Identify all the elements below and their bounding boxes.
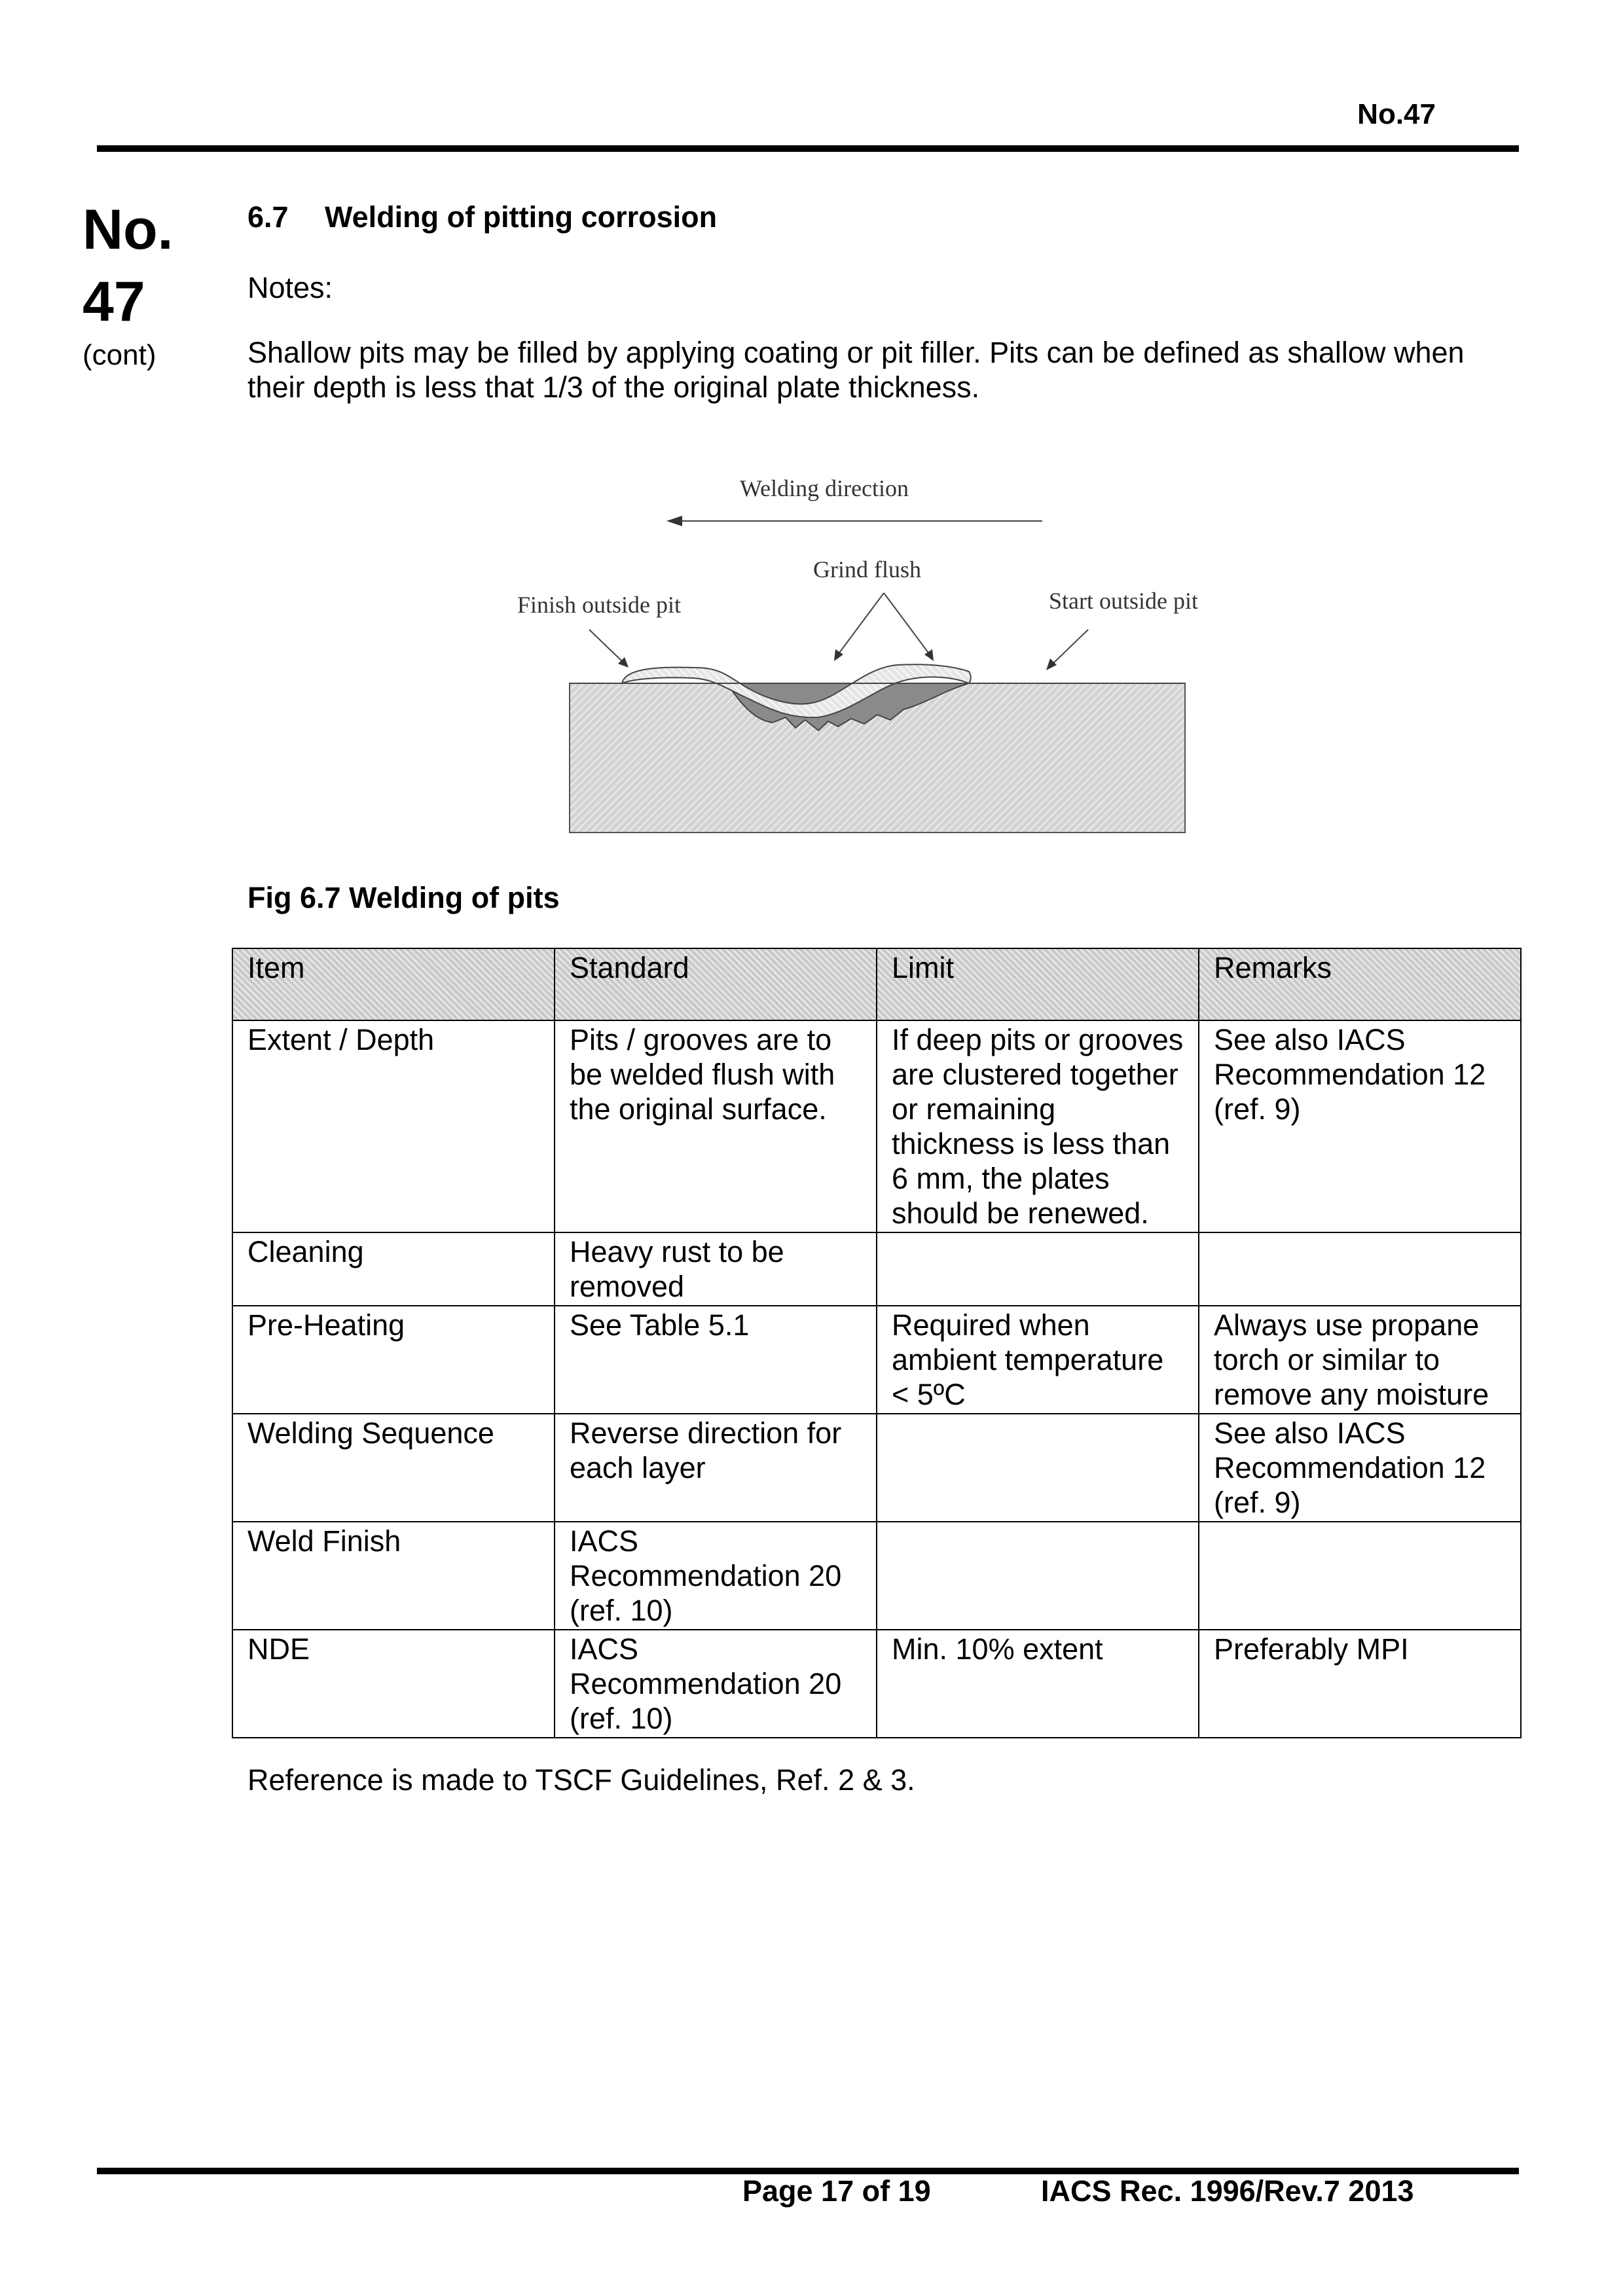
- section-title: Welding of pitting corrosion: [325, 200, 718, 234]
- reference-note: Reference is made to TSCF Guidelines, Ref. 2 & 3.: [247, 1763, 915, 1797]
- section-heading: [247, 200, 717, 234]
- cell-standard: Reverse direction for each layer: [555, 1414, 877, 1522]
- grind-flush-arrow-left: [838, 593, 884, 655]
- cell-remarks: Preferably MPI: [1199, 1630, 1521, 1738]
- cell-item: Extent / Depth: [232, 1020, 555, 1232]
- cell-item: Weld Finish: [232, 1522, 555, 1630]
- section-number: 6.7: [247, 200, 289, 234]
- cell-standard: Heavy rust to be removed: [555, 1232, 877, 1306]
- footer-rule: [97, 2168, 1519, 2174]
- grind-flush-arrow-right: [884, 593, 930, 655]
- label-finish-outside-pit: Finish outside pit: [517, 592, 682, 618]
- cell-limit: Min. 10% extent: [877, 1630, 1199, 1738]
- table-row: [232, 1232, 1521, 1306]
- figure-caption: Fig 6.7 Welding of pits: [247, 881, 560, 914]
- column-header-remarks: Remarks: [1199, 948, 1521, 1020]
- cell-limit: [877, 1522, 1199, 1630]
- table-row: [232, 1414, 1521, 1522]
- table-row: [232, 1630, 1521, 1738]
- finish-outside-pit-arrow: [589, 630, 623, 662]
- side-label-no: No.: [82, 198, 173, 261]
- cell-remarks: See also IACS Recommendation 12 (ref. 9): [1199, 1020, 1521, 1232]
- cell-limit: If deep pits or grooves are clustered together or remaining thickness is less than 6 mm, the plates should be renewed.: [877, 1020, 1199, 1232]
- cell-standard: IACS Recommendation 20 (ref. 10): [555, 1522, 877, 1630]
- notes-label: Notes:: [247, 271, 333, 304]
- label-start-outside-pit: Start outside pit: [1049, 588, 1198, 614]
- cell-limit: Required when ambient temperature < 5ºC: [877, 1306, 1199, 1414]
- cell-limit: [877, 1232, 1199, 1306]
- cell-item: Cleaning: [232, 1232, 555, 1306]
- welding-spec-table: [232, 948, 1522, 1738]
- side-label-cont: (cont): [82, 339, 156, 371]
- cell-remarks: [1199, 1522, 1521, 1630]
- header-rule: [97, 145, 1519, 152]
- document-number: No.47: [1357, 98, 1436, 130]
- cell-standard: See Table 5.1: [555, 1306, 877, 1414]
- side-label-number: 47: [82, 270, 145, 333]
- cell-item: NDE: [232, 1630, 555, 1738]
- cell-remarks: See also IACS Recommendation 12 (ref. 9): [1199, 1414, 1521, 1522]
- start-outside-pit-arrow: [1051, 630, 1088, 665]
- cell-remarks: [1199, 1232, 1521, 1306]
- cell-standard: Pits / grooves are to be welded flush with the original surface.: [555, 1020, 877, 1232]
- cell-item: Welding Sequence: [232, 1414, 555, 1522]
- cell-remarks: Always use propane torch or similar to remove any moisture: [1199, 1306, 1521, 1414]
- column-header-limit: Limit: [877, 948, 1199, 1020]
- pit-welding-figure: [498, 458, 1257, 851]
- cell-item: Pre-Heating: [232, 1306, 555, 1414]
- column-header-item: Item: [232, 948, 555, 1020]
- cell-standard: IACS Recommendation 20 (ref. 10): [555, 1630, 877, 1738]
- footer-document-reference: IACS Rec. 1996/Rev.7 2013: [1041, 2174, 1414, 2208]
- section-body: Shallow pits may be filled by applying coating or pit filler. Pits can be defined as shallow when their depth is less that 1/3 of the original plate thickness.: [247, 336, 1465, 404]
- label-grind-flush: Grind flush: [813, 556, 921, 583]
- table-row: [232, 1522, 1521, 1630]
- cell-limit: [877, 1414, 1199, 1522]
- table-row: [232, 1020, 1521, 1232]
- table-header-row: [232, 948, 1521, 1020]
- table-row: [232, 1306, 1521, 1414]
- grind-flush-arrowhead-right: [924, 649, 934, 661]
- welding-direction-arrowhead: [666, 516, 682, 526]
- column-header-standard: Standard: [555, 948, 877, 1020]
- footer-page-number: Page 17 of 19: [742, 2174, 931, 2208]
- label-welding-direction: Welding direction: [740, 475, 909, 501]
- grind-flush-arrowhead-left: [834, 649, 843, 661]
- start-outside-pit-arrowhead: [1046, 658, 1057, 670]
